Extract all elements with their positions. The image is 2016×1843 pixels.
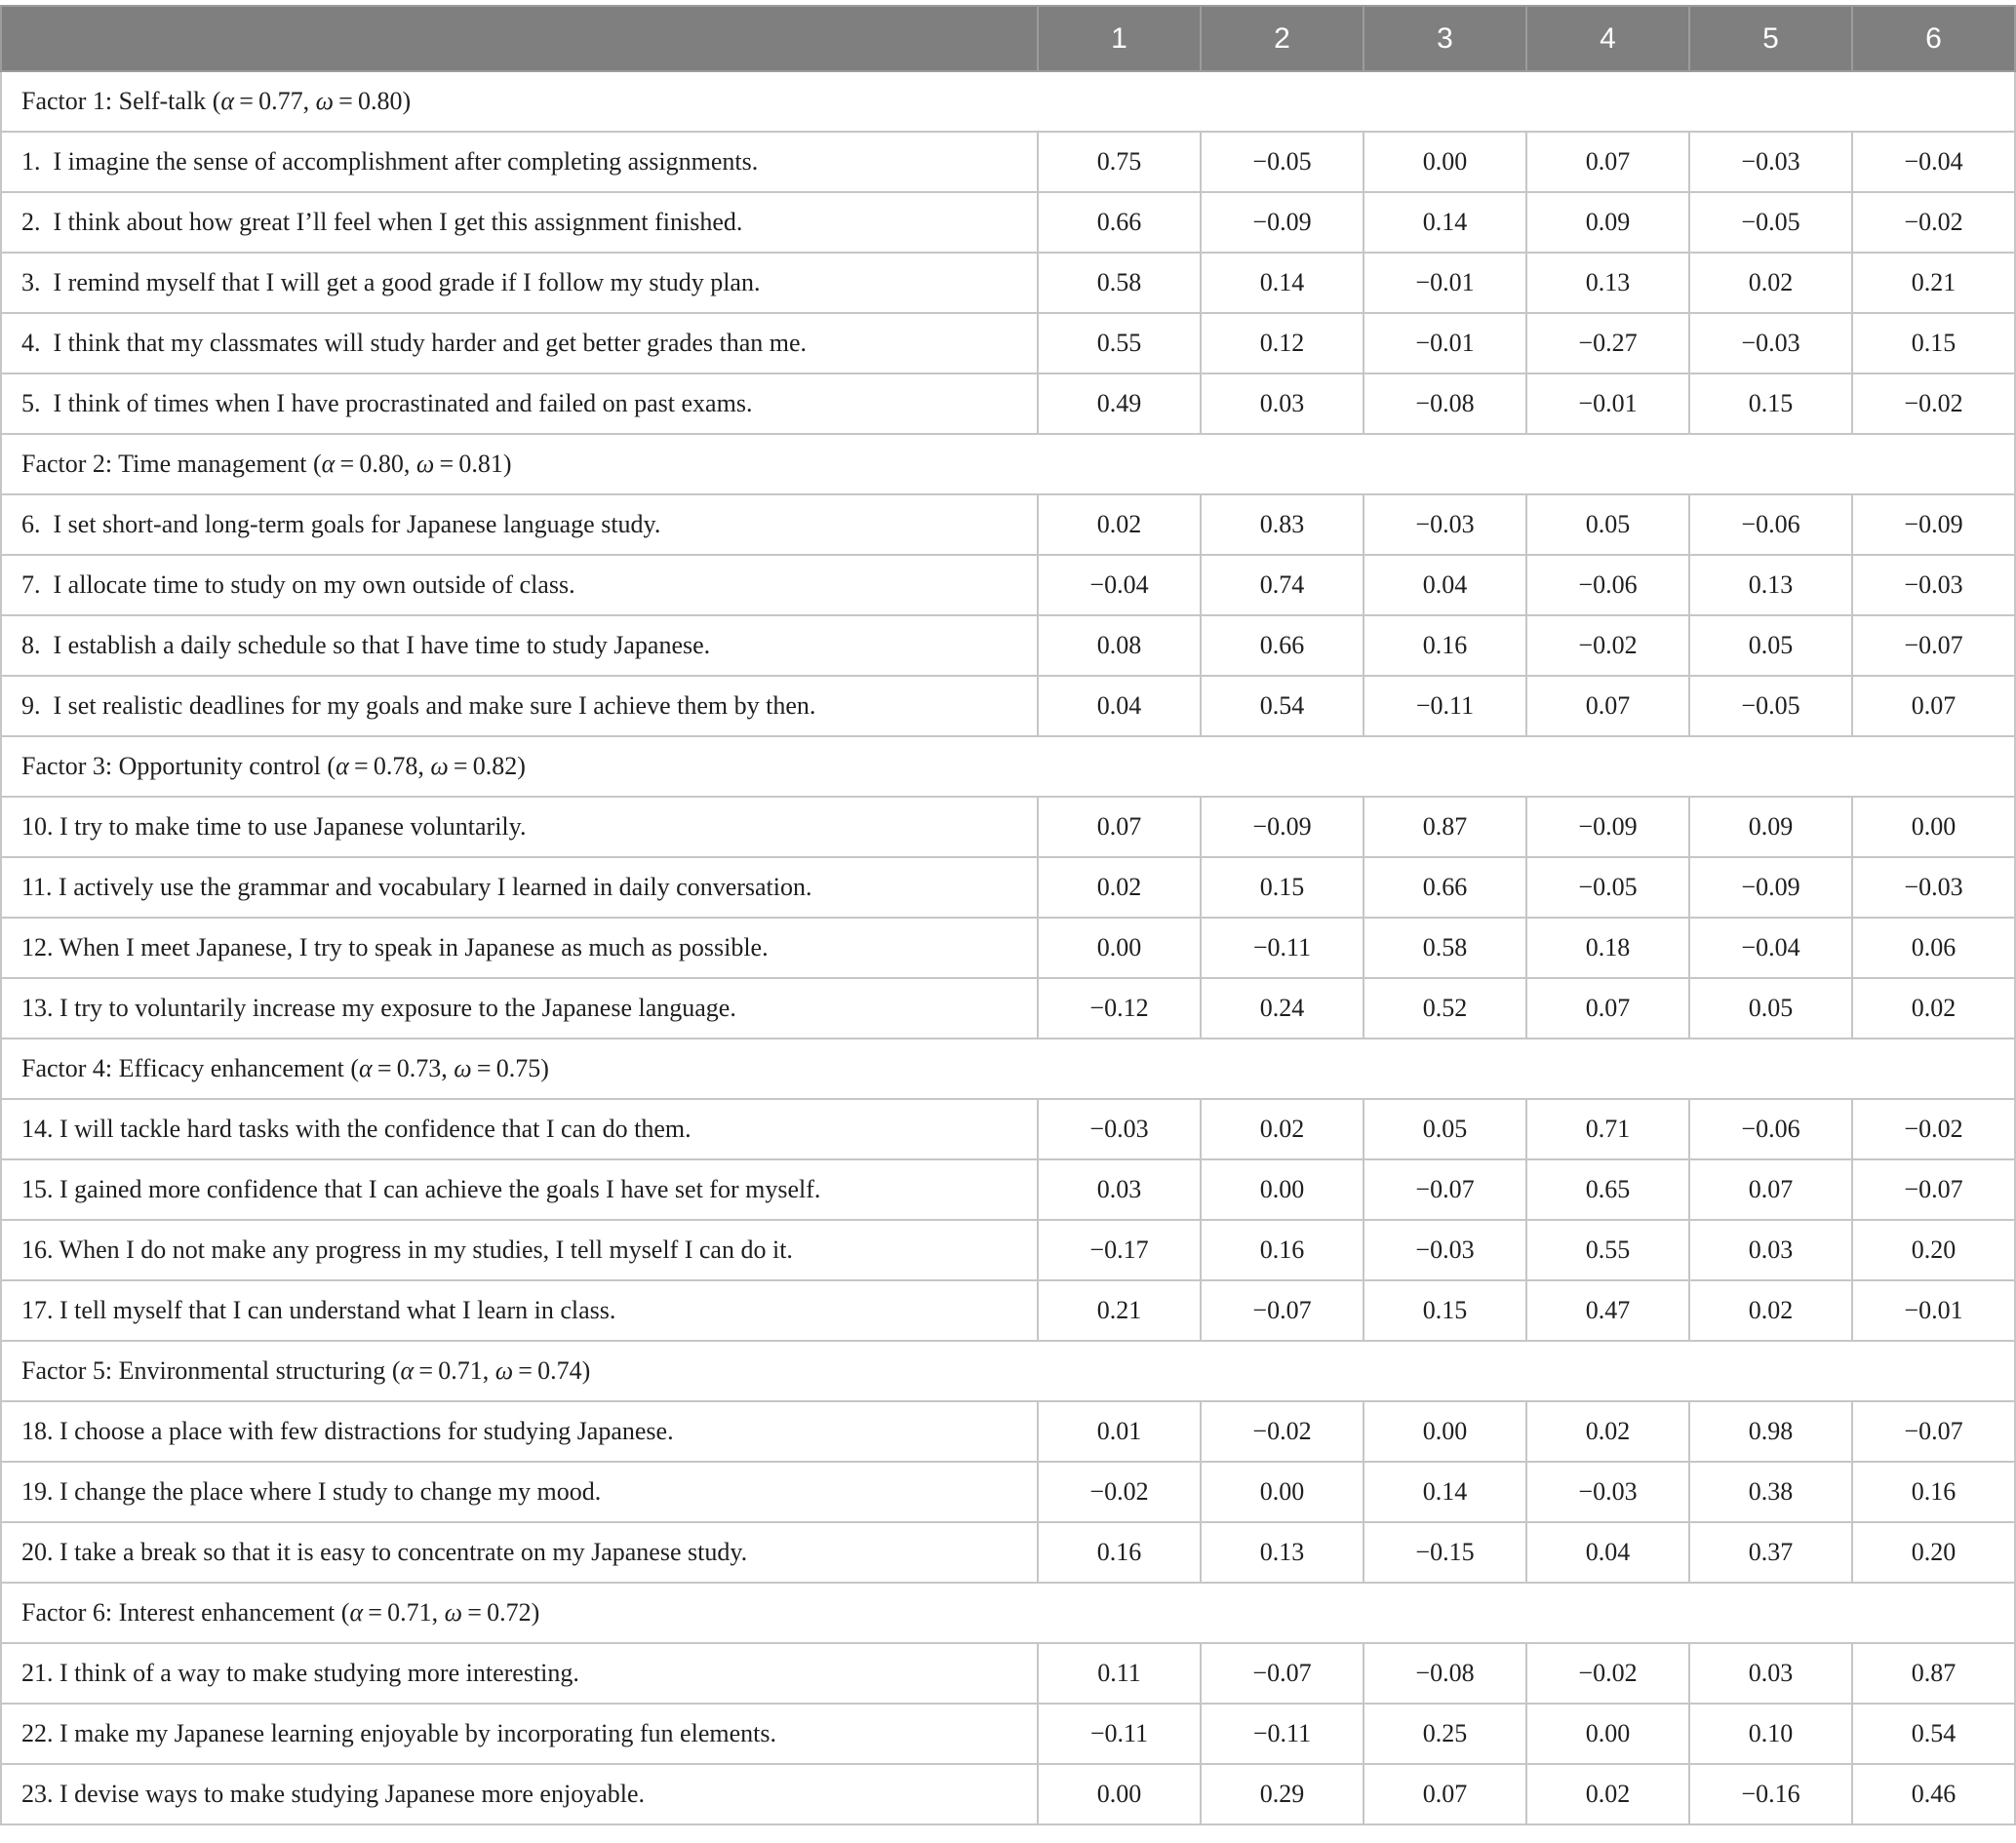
loading-value: 0.07 xyxy=(1364,1764,1526,1824)
loading-value: 0.74 xyxy=(1201,555,1364,615)
loading-value: 0.04 xyxy=(1364,555,1526,615)
column-header: 5 xyxy=(1689,6,1852,71)
loading-value: −0.02 xyxy=(1038,1462,1201,1522)
loading-value: 0.52 xyxy=(1364,978,1526,1039)
loading-value: 0.06 xyxy=(1852,918,2015,978)
loading-value: 0.75 xyxy=(1038,132,1201,192)
table-row xyxy=(1,676,2015,736)
table-row xyxy=(1,494,2015,555)
alpha-value: 0.77 xyxy=(258,87,303,115)
table-row xyxy=(1,1099,2015,1159)
factor-title: Factor 4: Efficacy enhancement (α = 0.73, ω = 0.75) xyxy=(1,1039,2015,1099)
loading-value: 0.02 xyxy=(1852,978,2015,1039)
loading-value: −0.16 xyxy=(1689,1764,1852,1824)
loading-value: −0.04 xyxy=(1852,132,2015,192)
column-header: 4 xyxy=(1526,6,1689,71)
table-row xyxy=(1,1704,2015,1764)
factor-loadings-table xyxy=(0,5,2016,1825)
loading-value: 0.16 xyxy=(1364,615,1526,676)
loading-value: 0.03 xyxy=(1038,1159,1201,1220)
loading-value: 0.01 xyxy=(1038,1401,1201,1462)
loading-value: 0.55 xyxy=(1038,313,1201,373)
loading-value: 0.00 xyxy=(1526,1704,1689,1764)
loading-value: 0.00 xyxy=(1038,918,1201,978)
loading-value: 0.05 xyxy=(1364,1099,1526,1159)
item-label: 3. I remind myself that I will get a good grade if I follow my study plan. xyxy=(1,253,1038,313)
loading-value: 0.07 xyxy=(1526,978,1689,1039)
loading-value: 0.15 xyxy=(1201,857,1364,918)
loading-value: −0.15 xyxy=(1364,1522,1526,1583)
factor-header-row xyxy=(1,1039,2015,1099)
loading-value: −0.02 xyxy=(1852,373,2015,434)
item-label: 17. I tell myself that I can understand what I learn in class. xyxy=(1,1280,1038,1341)
loading-value: 0.66 xyxy=(1364,857,1526,918)
loading-value: 0.55 xyxy=(1526,1220,1689,1280)
loading-value: 0.83 xyxy=(1201,494,1364,555)
alpha-value: 0.78 xyxy=(373,752,418,780)
loading-value: 0.13 xyxy=(1689,555,1852,615)
loading-value: −0.08 xyxy=(1364,1643,1526,1704)
loading-value: 0.16 xyxy=(1038,1522,1201,1583)
loading-value: 0.11 xyxy=(1038,1643,1201,1704)
item-label: 11. I actively use the grammar and vocabulary I learned in daily conversation. xyxy=(1,857,1038,918)
loading-value: 0.09 xyxy=(1689,797,1852,857)
item-label: 9. I set realistic deadlines for my goals and make sure I achieve them by then. xyxy=(1,676,1038,736)
loading-value: 0.02 xyxy=(1038,494,1201,555)
loading-value: 0.02 xyxy=(1689,1280,1852,1341)
factor-name: Factor 6: Interest enhancement xyxy=(21,1598,336,1627)
table-row xyxy=(1,132,2015,192)
table-row xyxy=(1,918,2015,978)
loading-value: 0.02 xyxy=(1689,253,1852,313)
loading-value: 0.87 xyxy=(1364,797,1526,857)
table-row xyxy=(1,192,2015,253)
loading-value: 0.15 xyxy=(1689,373,1852,434)
loading-value: −0.27 xyxy=(1526,313,1689,373)
loading-value: −0.03 xyxy=(1526,1462,1689,1522)
alpha-symbol: α xyxy=(321,450,336,478)
item-label: 18. I choose a place with few distractions for studying Japanese. xyxy=(1,1401,1038,1462)
table-row xyxy=(1,615,2015,676)
loading-value: 0.29 xyxy=(1201,1764,1364,1824)
loading-value: 0.10 xyxy=(1689,1704,1852,1764)
loading-value: −0.07 xyxy=(1852,615,2015,676)
loading-value: 0.07 xyxy=(1526,676,1689,736)
loading-value: −0.07 xyxy=(1852,1159,2015,1220)
loading-value: 0.02 xyxy=(1038,857,1201,918)
loading-value: −0.11 xyxy=(1201,1704,1364,1764)
loading-value: 0.02 xyxy=(1526,1764,1689,1824)
omega-symbol: ω xyxy=(415,450,435,478)
omega-value: 0.75 xyxy=(495,1054,541,1082)
loading-value: 0.00 xyxy=(1364,132,1526,192)
loading-value: −0.01 xyxy=(1364,313,1526,373)
column-header: 6 xyxy=(1852,6,2015,71)
factor-title: Factor 1: Self-talk (α = 0.77, ω = 0.80) xyxy=(1,71,2015,132)
omega-value: 0.72 xyxy=(487,1598,532,1627)
loading-value: 0.13 xyxy=(1201,1522,1364,1583)
alpha-value: 0.71 xyxy=(438,1356,483,1385)
loading-value: 0.05 xyxy=(1526,494,1689,555)
loading-value: 0.16 xyxy=(1852,1462,2015,1522)
table-row xyxy=(1,1462,2015,1522)
loading-value: 0.07 xyxy=(1689,1159,1852,1220)
table-row xyxy=(1,1220,2015,1280)
loading-value: −0.02 xyxy=(1852,1099,2015,1159)
loading-value: 0.05 xyxy=(1689,978,1852,1039)
item-label: 8. I establish a daily schedule so that I have time to study Japanese. xyxy=(1,615,1038,676)
loading-value: 0.05 xyxy=(1689,615,1852,676)
table-header xyxy=(1,6,2015,71)
loading-value: 0.04 xyxy=(1038,676,1201,736)
item-label: 12. When I meet Japanese, I try to speak in Japanese as much as possible. xyxy=(1,918,1038,978)
loading-value: −0.01 xyxy=(1852,1280,2015,1341)
item-label: 20. I take a break so that it is easy to concentrate on my Japanese study. xyxy=(1,1522,1038,1583)
loading-value: 0.03 xyxy=(1201,373,1364,434)
loading-value: 0.12 xyxy=(1201,313,1364,373)
loading-value: 0.15 xyxy=(1852,313,2015,373)
loading-value: −0.02 xyxy=(1201,1401,1364,1462)
loading-value: −0.01 xyxy=(1364,253,1526,313)
loading-value: −0.05 xyxy=(1689,192,1852,253)
loading-value: −0.06 xyxy=(1689,494,1852,555)
table-row xyxy=(1,1280,2015,1341)
table-row xyxy=(1,373,2015,434)
table-row xyxy=(1,978,2015,1039)
factor-header-row xyxy=(1,434,2015,494)
loading-value: 0.25 xyxy=(1364,1704,1526,1764)
loading-value: 0.66 xyxy=(1201,615,1364,676)
factor-name: Factor 5: Environmental structuring xyxy=(21,1356,386,1385)
loading-value: −0.03 xyxy=(1364,494,1526,555)
omega-symbol: ω xyxy=(454,1054,472,1082)
alpha-value: 0.80 xyxy=(359,450,404,478)
loading-value: 0.20 xyxy=(1852,1522,2015,1583)
loading-value: 0.87 xyxy=(1852,1643,2015,1704)
loading-value: −0.03 xyxy=(1852,857,2015,918)
loading-value: 0.20 xyxy=(1852,1220,2015,1280)
loading-value: −0.03 xyxy=(1689,132,1852,192)
omega-value: 0.80 xyxy=(358,87,403,115)
loading-value: −0.09 xyxy=(1201,797,1364,857)
factor-name: Factor 4: Efficacy enhancement xyxy=(21,1054,344,1082)
alpha-symbol: α xyxy=(220,87,235,115)
factor-title: Factor 6: Interest enhancement (α = 0.71, ω = 0.72) xyxy=(1,1583,2015,1643)
loading-value: −0.06 xyxy=(1526,555,1689,615)
loading-value: 0.46 xyxy=(1852,1764,2015,1824)
loading-value: −0.03 xyxy=(1852,555,2015,615)
item-label: 15. I gained more confidence that I can achieve the goals I have set for myself. xyxy=(1,1159,1038,1220)
omega-value: 0.74 xyxy=(537,1356,582,1385)
loading-value: 0.03 xyxy=(1689,1220,1852,1280)
loading-value: 0.66 xyxy=(1038,192,1201,253)
loading-value: −0.01 xyxy=(1526,373,1689,434)
loading-value: −0.12 xyxy=(1038,978,1201,1039)
loading-value: 0.21 xyxy=(1038,1280,1201,1341)
omega-symbol: ω xyxy=(430,752,449,780)
loading-value: −0.17 xyxy=(1038,1220,1201,1280)
loading-value: −0.02 xyxy=(1526,615,1689,676)
item-label: 4. I think that my classmates will study harder and get better grades than me. xyxy=(1,313,1038,373)
loading-value: 0.54 xyxy=(1852,1704,2015,1764)
loading-value: −0.02 xyxy=(1526,1643,1689,1704)
loading-value: −0.03 xyxy=(1038,1099,1201,1159)
alpha-value: 0.71 xyxy=(387,1598,432,1627)
column-header: 3 xyxy=(1364,6,1526,71)
loading-value: 0.14 xyxy=(1364,1462,1526,1522)
item-label: 14. I will tackle hard tasks with the confidence that I can do them. xyxy=(1,1099,1038,1159)
loading-value: −0.11 xyxy=(1038,1704,1201,1764)
loading-value: 0.15 xyxy=(1364,1280,1526,1341)
table-row xyxy=(1,1643,2015,1704)
factor-title: Factor 5: Environmental structuring (α = 0.71, ω = 0.74) xyxy=(1,1341,2015,1401)
loading-value: −0.07 xyxy=(1852,1401,2015,1462)
omega-symbol: ω xyxy=(444,1598,463,1627)
loading-value: −0.04 xyxy=(1689,918,1852,978)
loading-value: 0.09 xyxy=(1526,192,1689,253)
factor-name: Factor 1: Self-talk xyxy=(21,87,207,115)
factor-title: Factor 3: Opportunity control (α = 0.78, ω = 0.82) xyxy=(1,736,2015,797)
loading-value: 0.14 xyxy=(1364,192,1526,253)
table-row xyxy=(1,1159,2015,1220)
loading-value: 0.08 xyxy=(1038,615,1201,676)
loading-value: 0.65 xyxy=(1526,1159,1689,1220)
item-label: 19. I change the place where I study to change my mood. xyxy=(1,1462,1038,1522)
omega-value: 0.81 xyxy=(458,450,503,478)
loading-value: −0.04 xyxy=(1038,555,1201,615)
loading-value: 0.07 xyxy=(1852,676,2015,736)
loading-value: −0.09 xyxy=(1689,857,1852,918)
alpha-symbol: α xyxy=(336,752,349,780)
loading-value: 0.49 xyxy=(1038,373,1201,434)
factor-name: Factor 2: Time management xyxy=(21,450,307,478)
table-row xyxy=(1,857,2015,918)
omega-symbol: ω xyxy=(315,87,334,115)
item-label: 13. I try to voluntarily increase my exposure to the Japanese language. xyxy=(1,978,1038,1039)
loading-value: 0.02 xyxy=(1526,1401,1689,1462)
loading-value: −0.05 xyxy=(1201,132,1364,192)
item-label: 2. I think about how great I’ll feel when I get this assignment finished. xyxy=(1,192,1038,253)
item-label: 5. I think of times when I have procrastinated and failed on past exams. xyxy=(1,373,1038,434)
factor-name: Factor 3: Opportunity control xyxy=(21,752,321,780)
header-row xyxy=(1,6,2015,71)
loading-value: −0.05 xyxy=(1689,676,1852,736)
loading-value: 0.00 xyxy=(1201,1462,1364,1522)
loading-value: −0.09 xyxy=(1852,494,2015,555)
loading-value: −0.11 xyxy=(1201,918,1364,978)
loading-value: 0.24 xyxy=(1201,978,1364,1039)
factor-header-row xyxy=(1,736,2015,797)
loading-value: 0.07 xyxy=(1038,797,1201,857)
loading-value: −0.07 xyxy=(1201,1643,1364,1704)
loading-value: 0.14 xyxy=(1201,253,1364,313)
table-row xyxy=(1,253,2015,313)
loading-value: 0.18 xyxy=(1526,918,1689,978)
factor-header-row xyxy=(1,1341,2015,1401)
loading-value: 0.04 xyxy=(1526,1522,1689,1583)
table-row xyxy=(1,1401,2015,1462)
item-label: 22. I make my Japanese learning enjoyable by incorporating fun elements. xyxy=(1,1704,1038,1764)
item-label: 6. I set short-and long-term goals for Japanese language study. xyxy=(1,494,1038,555)
loading-value: 0.21 xyxy=(1852,253,2015,313)
omega-value: 0.82 xyxy=(472,752,518,780)
loading-value: 0.13 xyxy=(1526,253,1689,313)
table-row xyxy=(1,313,2015,373)
loading-value: −0.02 xyxy=(1852,192,2015,253)
item-label: 10. I try to make time to use Japanese voluntarily. xyxy=(1,797,1038,857)
loading-value: 0.98 xyxy=(1689,1401,1852,1462)
loading-value: −0.09 xyxy=(1201,192,1364,253)
alpha-symbol: α xyxy=(359,1054,373,1082)
item-label: 16. When I do not make any progress in my studies, I tell myself I can do it. xyxy=(1,1220,1038,1280)
loading-value: −0.07 xyxy=(1364,1159,1526,1220)
loading-value: 0.00 xyxy=(1038,1764,1201,1824)
item-label: 23. I devise ways to make studying Japanese more enjoyable. xyxy=(1,1764,1038,1824)
factor-header-row xyxy=(1,1583,2015,1643)
alpha-symbol: α xyxy=(349,1598,364,1627)
loading-value: 0.54 xyxy=(1201,676,1364,736)
loading-value: 0.02 xyxy=(1201,1099,1364,1159)
loading-value: 0.16 xyxy=(1201,1220,1364,1280)
loading-value: −0.05 xyxy=(1526,857,1689,918)
loading-value: −0.07 xyxy=(1201,1280,1364,1341)
table-body xyxy=(1,71,2015,1824)
loading-value: 0.07 xyxy=(1526,132,1689,192)
table-row xyxy=(1,797,2015,857)
factor-header-row xyxy=(1,71,2015,132)
loading-value: 0.00 xyxy=(1201,1159,1364,1220)
item-label: 1. I imagine the sense of accomplishment after completing assignments. xyxy=(1,132,1038,192)
loading-value: 0.58 xyxy=(1038,253,1201,313)
loading-value: −0.09 xyxy=(1526,797,1689,857)
column-header: 2 xyxy=(1201,6,1364,71)
loading-value: 0.47 xyxy=(1526,1280,1689,1341)
loading-value: −0.03 xyxy=(1689,313,1852,373)
loading-value: 0.38 xyxy=(1689,1462,1852,1522)
loading-value: −0.11 xyxy=(1364,676,1526,736)
loading-value: 0.00 xyxy=(1852,797,2015,857)
column-header: 1 xyxy=(1038,6,1201,71)
loading-value: 0.71 xyxy=(1526,1099,1689,1159)
table-row xyxy=(1,1522,2015,1583)
factor-title: Factor 2: Time management (α = 0.80, ω = 0.81) xyxy=(1,434,2015,494)
table-row xyxy=(1,1764,2015,1824)
loading-value: −0.03 xyxy=(1364,1220,1526,1280)
alpha-value: 0.73 xyxy=(396,1054,442,1082)
loading-value: −0.08 xyxy=(1364,373,1526,434)
loading-value: 0.03 xyxy=(1689,1643,1852,1704)
loading-value: −0.06 xyxy=(1689,1099,1852,1159)
table-row xyxy=(1,555,2015,615)
alpha-symbol: α xyxy=(400,1356,415,1385)
item-label: 7. I allocate time to study on my own outside of class. xyxy=(1,555,1038,615)
loading-value: 0.37 xyxy=(1689,1522,1852,1583)
loading-value: 0.00 xyxy=(1364,1401,1526,1462)
loading-value: 0.58 xyxy=(1364,918,1526,978)
header-corner-cell xyxy=(1,6,1038,71)
item-label: 21. I think of a way to make studying more interesting. xyxy=(1,1643,1038,1704)
omega-symbol: ω xyxy=(494,1356,514,1385)
